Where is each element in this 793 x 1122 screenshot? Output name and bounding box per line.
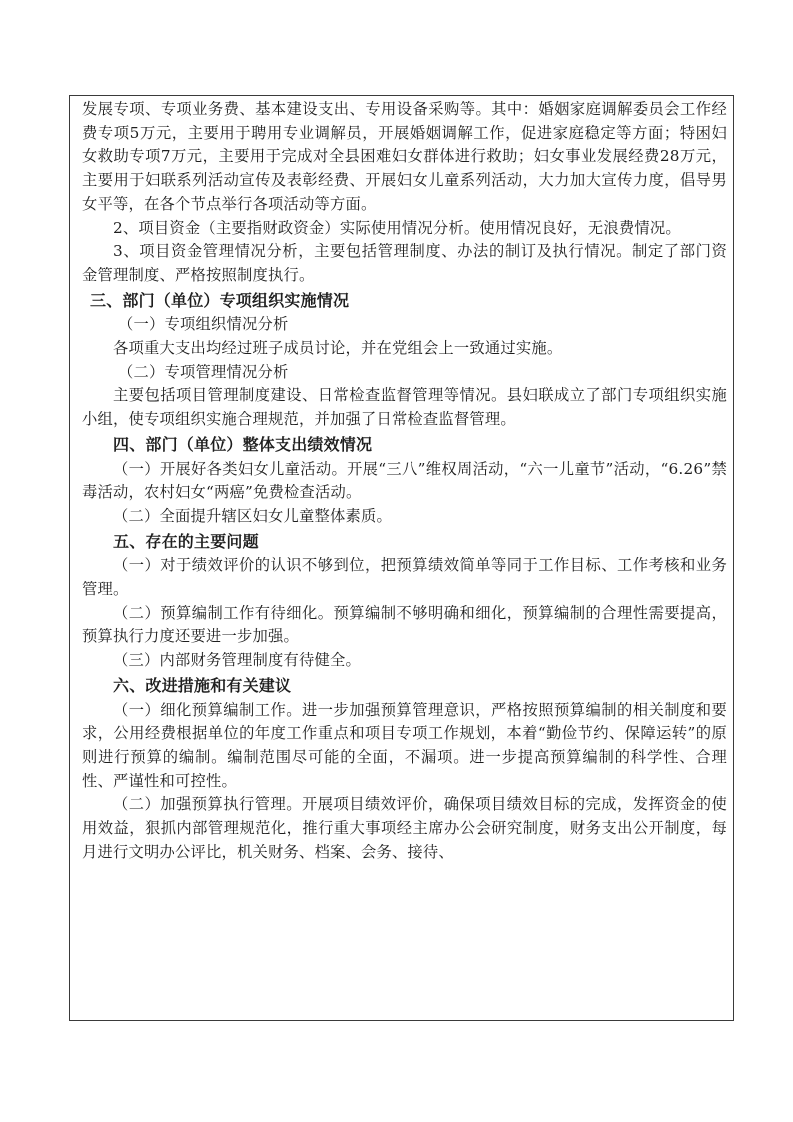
heading-section-6: 六、改进措施和有关建议 <box>113 675 292 695</box>
heading-section-5: 五、存在的主要问题 <box>113 531 259 551</box>
paragraph-measure-1: （一）细化预算编制工作。进一步加强预算管理意识，严格按照预算编制的相关制度和要求，公用经费根据单位的年度工作重点和项目专项工作规划，本着“勤俭节约、保障运转”的原则进行预算的编制。编制范围尽可能的全面，不漏项。进一步提高预算编制的科学性、合理性、严谨性和可控性。 <box>82 700 727 790</box>
paragraph-special-funds: 发展专项、专项业务费、基本建设支出、专用设备采购等。其中：婚姻家庭调解委员会工作经费专项5万元，主要用于聘用专业调解员，开展婚姻调解工作，促进家庭稳定等方面；特困妇女救助专项7万元，主要用于完成对全县困难妇女群体进行救助；妇女事业发展经费28万元，主要用于妇联系列活动宣传及表彰经费、开展妇女儿童系列活动，大力加大宣传力度，倡导男女平等，在各个节点举行各项活动等方面。 <box>82 100 727 213</box>
paragraph-management: 主要包括项目管理制度建设、日常检查监督管理等情况。县妇联成立了部门专项组织实施小组，使专项组织实施合理规范，并加强了日常检查监督管理。 <box>82 386 727 429</box>
document-body <box>82 98 727 865</box>
subheading-management: （二）专项管理情况分析 <box>118 362 289 381</box>
paragraph-activities: （一）开展好各类妇女儿童活动。开展“三八”维权周活动，“六一儿童节”活动，“6.26”禁毒活动，农村妇女“两癌”免费检查活动。 <box>82 459 727 502</box>
paragraph-problem-3: （三）内部财务管理制度有待健全。 <box>113 651 361 670</box>
heading-section-4: 四、部门（单位）整体支出绩效情况 <box>113 434 373 454</box>
paragraph-funds-usage: 2、项目资金（主要指财政资金）实际使用情况分析。使用情况良好，无浪费情况。 <box>113 218 681 237</box>
paragraph-measure-2: （二）加强预算执行管理。开展项目绩效评价，确保项目绩效目标的完成，发挥资金的使用效益，狠抓内部管理规范化，推行重大事项经主席办公会研究制度，财务支出公开制度，每月进行文明办公评比，机关财务、档案、会务、接待、 <box>82 795 727 861</box>
paragraph-funds-management: 3、项目资金管理情况分析，主要包括管理制度、办法的制订及执行情况。制定了部门资金管理制度、严格按照制度执行。 <box>82 242 727 284</box>
paragraph-quality: （二）全面提升辖区妇女儿童整体素质。 <box>113 506 392 525</box>
heading-section-3: 三、部门（单位）专项组织实施情况 <box>90 290 350 310</box>
paragraph-problem-2: （二）预算编制工作有待细化。预算编制不够明确和细化，预算编制的合理性需要提高，预算执行力度还要进一步加强。 <box>82 603 727 646</box>
subheading-organization: （一）专项组织情况分析 <box>118 315 289 334</box>
paragraph-organization: 各项重大支出均经过班子成员讨论，并在党组会上一致通过实施。 <box>113 339 563 358</box>
paragraph-problem-1: （一）对于绩效评价的认识不够到位，把预算绩效简单等同于工作目标、工作考核和业务管理。 <box>82 556 727 599</box>
